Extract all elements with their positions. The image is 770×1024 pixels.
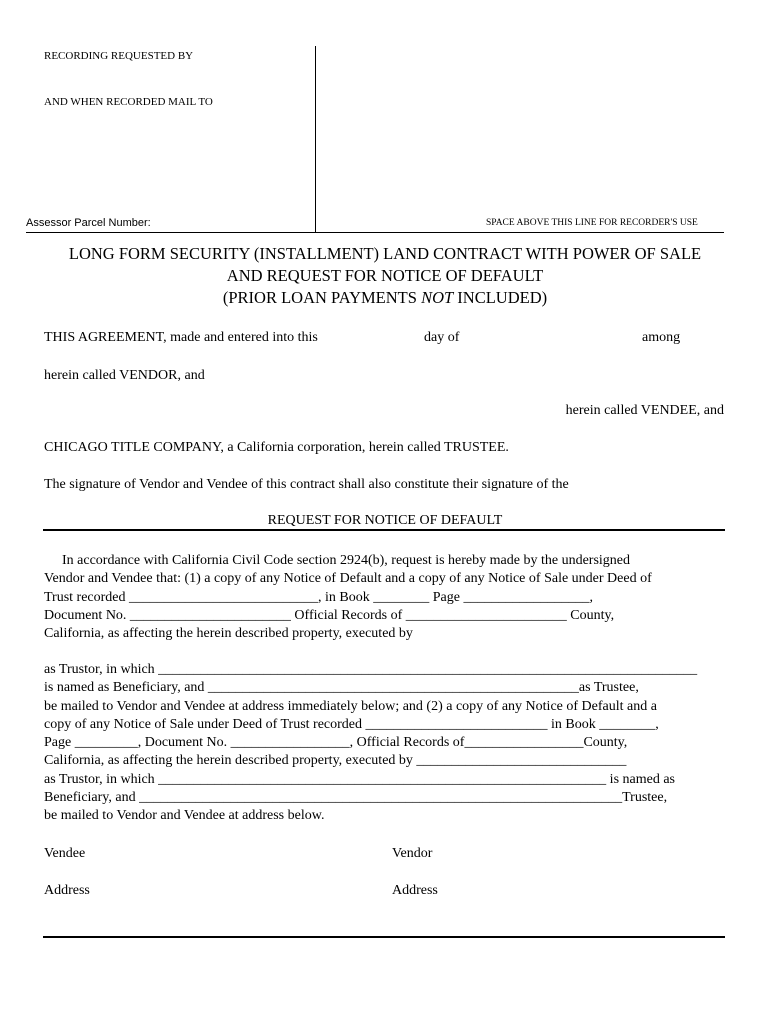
recording-requested-by: RECORDING REQUESTED BY <box>44 50 194 62</box>
request-line: Page _________, Document No. _________________, Official Records of_________________County, <box>44 735 628 751</box>
title-line3-post: INCLUDED) <box>453 288 548 307</box>
request-line: In accordance with California Civil Code section 2924(b), request is hereby made by the undersigned <box>62 553 630 568</box>
title-line3-emphasis: NOT <box>421 288 454 307</box>
request-line: Trust recorded ___________________________, in Book ________ Page __________________, <box>44 589 593 605</box>
vendor-address-label: Address <box>392 883 438 898</box>
footer-rule <box>43 936 725 938</box>
document-title-line3 <box>0 287 770 309</box>
document-title-line2: AND REQUEST FOR NOTICE OF DEFAULT <box>226 266 544 285</box>
vendor-label: Vendor <box>392 846 433 861</box>
request-line: Beneficiary, and _____________________________________________________________________Trustee, <box>44 790 668 806</box>
request-line: Document No. _______________________ Official Records of _______________________ County, <box>44 607 615 623</box>
request-paragraph-2 <box>44 661 734 826</box>
recorder-divider-vertical <box>315 46 316 233</box>
request-heading: REQUEST FOR NOTICE OF DEFAULT <box>267 513 503 528</box>
agreement-vendor: herein called VENDOR, and <box>44 368 205 383</box>
request-line: is named as Beneficiary, and _____________________________________________________as Trustee, <box>44 680 639 696</box>
document-title-line1: LONG FORM SECURITY (INSTALLMENT) LAND CONTRACT WITH POWER OF SALE <box>68 244 702 263</box>
agreement-trustee: CHICAGO TITLE COMPANY, a California corporation, herein called TRUSTEE. <box>44 440 509 455</box>
agreement-signature: The signature of Vendor and Vendee of this contract shall also constitute their signature of the <box>44 477 569 492</box>
agreement-day-of: day of <box>424 330 460 345</box>
request-line: be mailed to Vendor and Vendee at address below. <box>44 808 325 824</box>
vendee-label: Vendee <box>44 846 86 861</box>
request-line: Vendor and Vendee that: (1) a copy of any Notice of Default and a copy of any Notice of Sale under Deed of <box>44 571 652 587</box>
title-line3-pre: (PRIOR LOAN PAYMENTS <box>222 288 422 307</box>
request-paragraph-1 <box>44 552 734 643</box>
agreement-made-entered: THIS AGREEMENT, made and entered into this <box>44 330 318 345</box>
request-heading-rule <box>43 529 725 531</box>
request-line: as Trustor, in which _____________________________________________________________________________ <box>44 662 698 677</box>
assessor-parcel-number-label: Assessor Parcel Number: <box>26 217 151 229</box>
request-line: California, as affecting the herein described property, executed by <box>44 626 413 642</box>
agreement-vendee: herein called VENDEE, and <box>565 403 724 418</box>
space-above-line-label: SPACE ABOVE THIS LINE FOR RECORDER'S USE <box>486 218 698 228</box>
request-line: as Trustor, in which ________________________________________________________________ is named as <box>44 771 675 787</box>
when-recorded-mail-to: AND WHEN RECORDED MAIL TO <box>44 96 213 108</box>
request-line: copy of any Notice of Sale under Deed of Trust recorded __________________________ in Book ________, <box>44 716 659 732</box>
request-line: be mailed to Vendor and Vendee at address immediately below; and (2) a copy of any Notice of Default and a <box>44 698 657 714</box>
vendee-address-label: Address <box>44 883 90 898</box>
request-line: California, as affecting the herein described property, executed by ______________________________ <box>44 753 627 769</box>
recorder-divider-horizontal <box>26 232 724 233</box>
agreement-among: among <box>642 330 681 345</box>
